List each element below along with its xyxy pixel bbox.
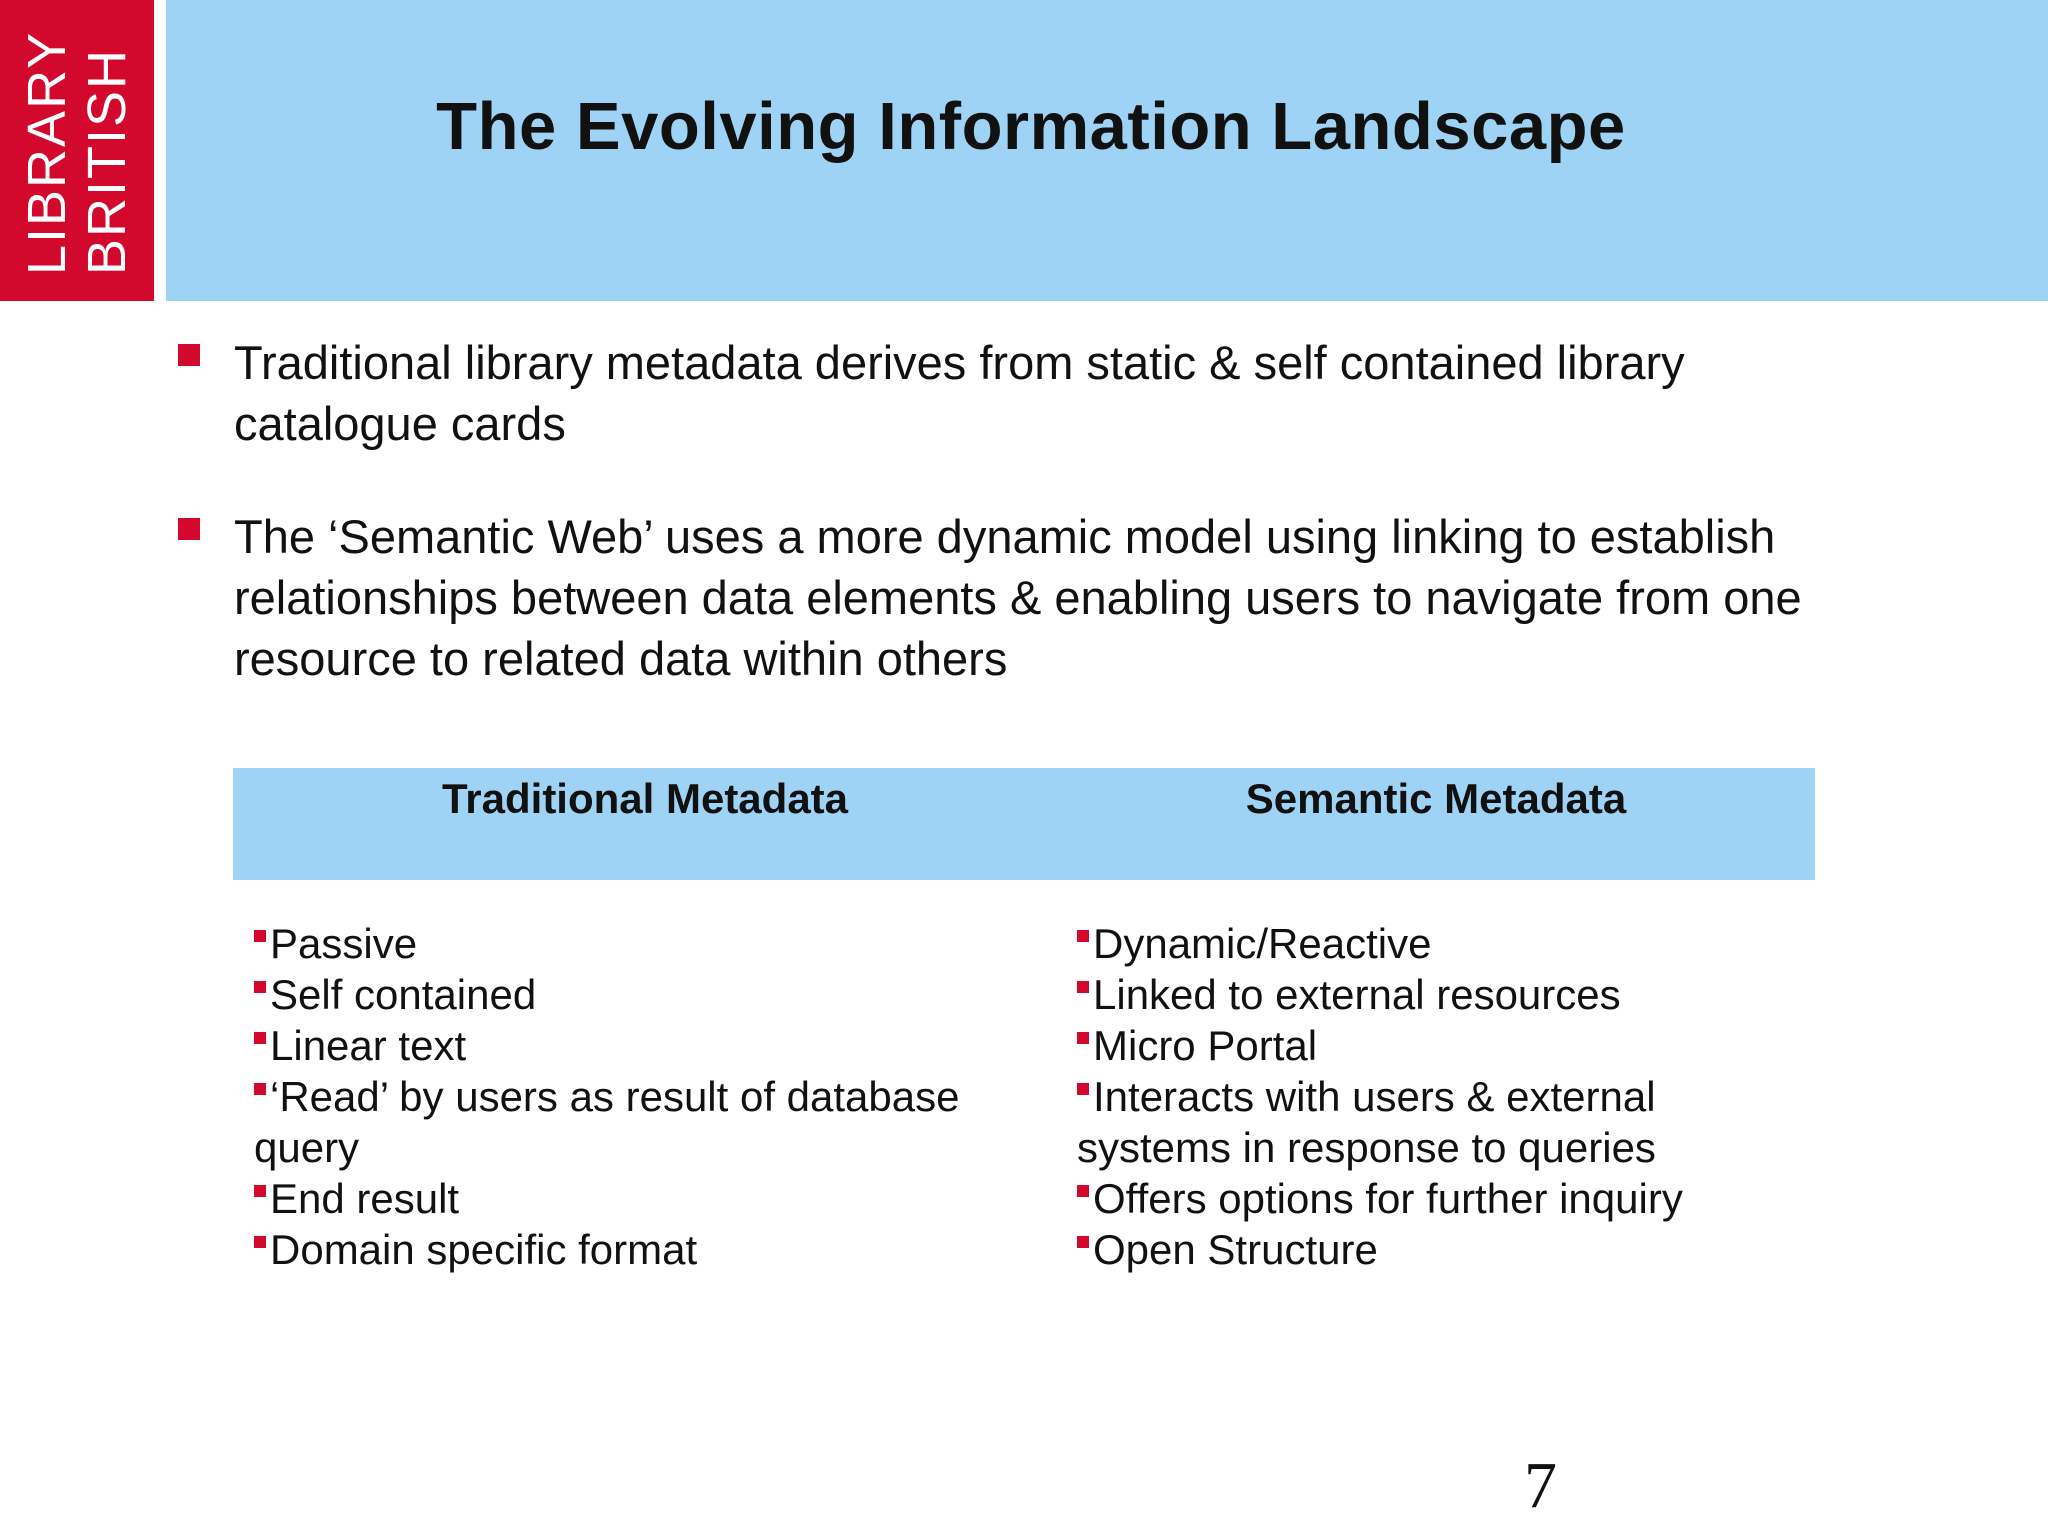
list-item-text: End result <box>270 1175 460 1222</box>
list-item-text: Micro Portal <box>1093 1022 1318 1069</box>
list-item <box>1077 1224 1817 1275</box>
logo-wordmark <box>0 0 154 301</box>
list-item-text: Self contained <box>270 971 537 1018</box>
slide-title: The Evolving Information Landscape <box>436 89 1626 164</box>
page-number: 7 <box>1524 1449 1557 1522</box>
bullet-square-icon <box>254 1236 266 1248</box>
bullet-square-icon <box>1077 1236 1089 1248</box>
bullet-square-icon <box>1077 930 1089 942</box>
list-item <box>254 1224 1054 1275</box>
list-item-text: Open Structure <box>1093 1226 1378 1273</box>
bullet-list <box>176 332 1876 741</box>
bullet-square-icon <box>254 1032 266 1044</box>
traditional-metadata-list <box>254 918 1054 1275</box>
list-item <box>1077 1020 1817 1071</box>
bullet-square-icon <box>1077 981 1089 993</box>
bullet-item <box>176 332 1876 454</box>
list-item <box>1077 1173 1817 1224</box>
semantic-metadata-list <box>1077 918 1817 1275</box>
bullet-square-icon <box>254 1083 266 1095</box>
list-item <box>1077 969 1817 1020</box>
bullet-square-icon <box>1077 1083 1089 1095</box>
bullet-square-icon <box>254 1185 266 1197</box>
list-item-text: Offers options for further inquiry <box>1093 1175 1683 1222</box>
semantic-metadata-heading: Semantic Metadata <box>1245 775 1627 822</box>
list-item-text: Dynamic/Reactive <box>1093 920 1432 967</box>
list-item-text: Linear text <box>270 1022 467 1069</box>
bullet-item <box>176 506 1876 689</box>
list-item <box>254 1071 1054 1173</box>
bullet-text: The ‘Semantic Web’ uses a more dynamic model using linking to establish relationships between data elements & enabling users to navigate from one resource to related data within others <box>234 510 1802 685</box>
list-item-text: ‘Read’ by users as result of database query <box>254 1073 960 1171</box>
bullet-square-icon <box>1077 1032 1089 1044</box>
bullet-text: Traditional library metadata derives from static & self contained library catalogue cards <box>234 336 1685 450</box>
list-item-text: Interacts with users & external systems in response to queries <box>1077 1073 1656 1171</box>
list-item <box>254 969 1054 1020</box>
list-item <box>1077 1071 1817 1173</box>
logo-line-library: LIBRARY <box>17 30 77 275</box>
british-library-logo <box>0 0 154 301</box>
traditional-metadata-heading: Traditional Metadata <box>441 775 849 822</box>
list-item <box>254 918 1054 969</box>
bullet-square-icon <box>254 930 266 942</box>
bullet-square-icon <box>178 344 200 366</box>
logo-line-british: BRITISH <box>77 47 137 275</box>
list-item <box>254 1020 1054 1071</box>
bullet-square-icon <box>1077 1185 1089 1197</box>
bullet-square-icon <box>254 981 266 993</box>
list-item <box>1077 918 1817 969</box>
bullet-square-icon <box>178 518 200 540</box>
list-item-text: Passive <box>270 920 418 967</box>
list-item <box>254 1173 1054 1224</box>
list-item-text: Domain specific format <box>270 1226 698 1273</box>
list-item-text: Linked to external resources <box>1093 971 1621 1018</box>
